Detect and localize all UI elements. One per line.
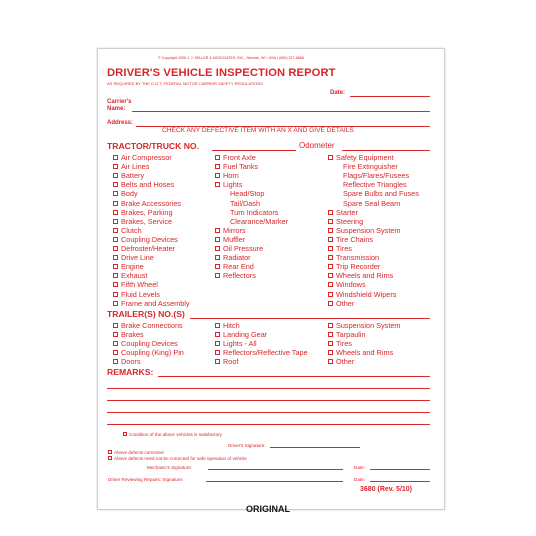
checkbox[interactable] xyxy=(328,210,333,215)
trailer-number-line[interactable] xyxy=(190,318,430,319)
inspection-item-other[interactable] xyxy=(328,300,354,307)
inspection-item-clearance-marker xyxy=(230,218,288,225)
defects-not-needed[interactable] xyxy=(108,456,247,461)
date-label: Date: xyxy=(330,90,346,96)
item-label: Spare Bulbs and Fuses xyxy=(343,189,419,199)
checkbox[interactable] xyxy=(215,264,220,269)
item-label: Coupling Devices xyxy=(121,234,178,244)
item-label: Fifth Wheel xyxy=(121,280,158,290)
checkbox[interactable] xyxy=(328,323,333,328)
remarks-line-2[interactable] xyxy=(107,388,430,389)
checkbox[interactable] xyxy=(215,228,220,233)
inspection-item-spare-bulbs-and-fuses xyxy=(343,190,419,197)
item-label: Clutch xyxy=(121,225,142,235)
mechanic-date-label: Date: xyxy=(354,465,365,470)
inspection-item-exhaust[interactable] xyxy=(113,272,147,279)
item-label: Spare Seal Beam xyxy=(343,198,401,208)
defects-not-needed-checkbox[interactable] xyxy=(108,456,112,460)
inspection-item-trip-recorder[interactable] xyxy=(328,263,380,270)
checkbox[interactable] xyxy=(113,359,118,364)
form-title: DRIVER'S VEHICLE INSPECTION REPORT xyxy=(107,67,336,79)
item-label: Reflective Triangles xyxy=(343,180,407,190)
checkbox[interactable] xyxy=(113,301,118,306)
checkbox[interactable] xyxy=(328,292,333,297)
inspection-item-hitch[interactable] xyxy=(215,322,240,329)
inspection-item-oil-pressure[interactable] xyxy=(215,245,263,252)
checkbox[interactable] xyxy=(328,255,333,260)
item-label: Muffler xyxy=(223,234,246,244)
inspection-item-tires[interactable] xyxy=(328,245,352,252)
inspection-item-doors[interactable] xyxy=(113,358,140,365)
item-label: Windows xyxy=(336,280,366,290)
item-label: Wheels and Rims xyxy=(336,271,394,281)
inspection-item-coupling-king-pin[interactable] xyxy=(113,349,184,356)
inspection-item-roof[interactable] xyxy=(215,358,238,365)
item-label: Defroster/Heater xyxy=(121,244,175,253)
tractor-number-line[interactable] xyxy=(212,150,296,151)
item-label: Coupling Devices xyxy=(121,339,178,349)
item-label: Drive Line xyxy=(121,253,154,263)
item-label: Flags/Flares/Fusees xyxy=(343,171,410,181)
item-label: Suspension System xyxy=(336,225,401,235)
item-label: Tarpaulin xyxy=(336,330,366,340)
item-label: Reflectors xyxy=(223,271,256,281)
checkbox[interactable] xyxy=(113,237,118,242)
form-subtitle: AS REQUIRED BY THE D.O.T. FEDERAL MOTOR CARRIER SAFETY REGULATIONS xyxy=(107,81,263,86)
item-label: Mirrors xyxy=(223,225,246,235)
checkbox[interactable] xyxy=(113,201,118,206)
checkbox[interactable] xyxy=(113,332,118,337)
checkbox[interactable] xyxy=(328,219,333,224)
condition-satisfactory[interactable] xyxy=(123,432,222,437)
checkbox[interactable] xyxy=(215,255,220,260)
defects-corrected[interactable] xyxy=(108,450,164,455)
checkbox[interactable] xyxy=(113,323,118,328)
inspection-item-safety-equipment[interactable] xyxy=(328,154,394,161)
checkbox[interactable] xyxy=(215,164,220,169)
item-label: Tail/Dash xyxy=(230,198,261,208)
checkbox[interactable] xyxy=(215,332,220,337)
condition-label: Condition of the above vehicles is satisfactory xyxy=(129,432,222,437)
checkbox[interactable] xyxy=(113,350,118,355)
mechanic-date-line[interactable] xyxy=(370,469,430,470)
defects-not-needed-label: Above defects need not be corrected for safe operation of vehicle xyxy=(114,456,247,461)
checkbox[interactable] xyxy=(215,323,220,328)
item-label: Coupling (King) Pin xyxy=(121,348,184,358)
reviewing-date-line[interactable] xyxy=(370,481,430,482)
item-label: Fluid Levels xyxy=(121,289,160,299)
item-label: Lights - All xyxy=(223,339,257,349)
checkbox[interactable] xyxy=(215,273,220,278)
checkbox[interactable] xyxy=(113,210,118,215)
inspection-item-suspension-system[interactable] xyxy=(328,322,401,329)
checkbox[interactable] xyxy=(113,273,118,278)
driver-signature-line[interactable] xyxy=(270,447,360,448)
item-label: Clearance/Marker xyxy=(230,216,288,226)
remarks-line-5[interactable] xyxy=(107,424,430,425)
inspection-item-clutch[interactable] xyxy=(113,227,142,234)
inspection-item-coupling-devices[interactable] xyxy=(113,236,178,243)
inspection-item-engine[interactable] xyxy=(113,263,144,270)
inspection-item-tire-chains[interactable] xyxy=(328,236,373,243)
inspection-item-front-axle[interactable] xyxy=(215,154,256,161)
item-label: Landing Gear xyxy=(223,330,268,340)
mechanic-signature-label: Mechanic's Signature: xyxy=(147,465,193,470)
item-label: Roof xyxy=(223,357,239,367)
inspection-item-reflective-triangles xyxy=(343,181,407,188)
trailer-heading: TRAILER(S) NO.(S) xyxy=(107,309,185,319)
inspection-item-transmission[interactable] xyxy=(328,254,379,261)
inspection-item-drive-line[interactable] xyxy=(113,254,154,261)
item-label: Other xyxy=(336,357,355,367)
inspection-item-rear-end[interactable] xyxy=(215,263,254,270)
item-label: Radiator xyxy=(223,253,251,263)
inspection-item-wheels-and-rims[interactable] xyxy=(328,349,393,356)
odometer-line[interactable] xyxy=(342,150,430,151)
checkbox[interactable] xyxy=(328,228,333,233)
item-label: Reflectors/Reflective Tape xyxy=(223,348,308,358)
checkbox[interactable] xyxy=(113,341,118,346)
item-label: Head/Stop xyxy=(230,189,265,199)
item-label: Brakes, Parking xyxy=(121,207,173,217)
item-label: Body xyxy=(121,189,138,199)
checkbox[interactable] xyxy=(328,155,333,160)
checkbox[interactable] xyxy=(328,264,333,269)
checkbox[interactable] xyxy=(113,282,118,287)
inspection-item-steering[interactable] xyxy=(328,218,363,225)
item-label: Lights xyxy=(223,180,243,190)
checkbox[interactable] xyxy=(113,219,118,224)
item-label: Brakes xyxy=(121,330,144,340)
checkbox[interactable] xyxy=(328,341,333,346)
inspection-item-head-stop xyxy=(230,190,264,197)
checkbox[interactable] xyxy=(215,246,220,251)
checkbox[interactable] xyxy=(113,228,118,233)
inspection-item-radiator[interactable] xyxy=(215,254,251,261)
address-label: Address: xyxy=(107,120,134,126)
checkbox[interactable] xyxy=(215,341,220,346)
inspection-item-muffler[interactable] xyxy=(215,236,245,243)
checkbox[interactable] xyxy=(328,359,333,364)
checkbox[interactable] xyxy=(328,332,333,337)
checkbox[interactable] xyxy=(215,173,220,178)
inspection-item-air-compressor[interactable] xyxy=(113,154,172,161)
inspection-item-landing-gear[interactable] xyxy=(215,331,267,338)
copyright-line: © Copyright 2006 J. J. KELLER & ASSOCIATES, INC., Neenah, WI • USA • (800) 327-6868 xyxy=(158,56,304,60)
checkbox[interactable] xyxy=(113,182,118,187)
checkbox[interactable] xyxy=(113,264,118,269)
original-caption: ORIGINAL xyxy=(246,504,290,514)
carrier-line[interactable] xyxy=(132,111,430,112)
inspection-item-body[interactable] xyxy=(113,190,138,197)
checkbox[interactable] xyxy=(215,350,220,355)
inspection-item-flags-flares-fusees xyxy=(343,172,409,179)
inspection-item-battery[interactable] xyxy=(113,172,144,179)
inspection-item-turn-indicators xyxy=(230,209,278,216)
inspection-item-brake-connections[interactable] xyxy=(113,322,183,329)
checkbox[interactable] xyxy=(328,237,333,242)
odometer-label: Odometer xyxy=(299,141,335,150)
inspection-item-fuel-tanks[interactable] xyxy=(215,163,258,170)
inspection-item-coupling-devices[interactable] xyxy=(113,340,178,347)
inspection-item-other[interactable] xyxy=(328,358,354,365)
item-label: Starter xyxy=(336,207,358,217)
inspection-item-brakes-service[interactable] xyxy=(113,218,172,225)
item-label: Doors xyxy=(121,357,141,367)
checkbox[interactable] xyxy=(328,301,333,306)
inspection-item-lights[interactable] xyxy=(215,181,242,188)
checkbox[interactable] xyxy=(215,182,220,187)
item-label: Transmission xyxy=(336,253,380,263)
item-label: Air Lines xyxy=(121,162,150,172)
inspection-item-air-lines[interactable] xyxy=(113,163,149,170)
checkbox[interactable] xyxy=(328,246,333,251)
mechanic-signature-line[interactable] xyxy=(208,469,343,470)
item-label: Belts and Hoses xyxy=(121,180,175,190)
defects-corrected-label: Above defects corrected xyxy=(114,450,164,455)
inspection-item-reflectors-reflective-tape[interactable] xyxy=(215,349,308,356)
inspection-item-reflectors[interactable] xyxy=(215,272,256,279)
remarks-line-3[interactable] xyxy=(107,400,430,401)
checkbox[interactable] xyxy=(113,292,118,297)
item-label: Fire Extinguisher xyxy=(343,162,398,172)
date-line[interactable] xyxy=(350,96,430,97)
inspection-item-fifth-wheel[interactable] xyxy=(113,281,158,288)
item-label: Brakes, Service xyxy=(121,216,173,226)
item-label: Steering xyxy=(336,216,364,226)
item-label: Fuel Tanks xyxy=(223,162,259,172)
inspection-item-defroster-heater[interactable] xyxy=(113,245,175,252)
inspection-item-spare-seal-beam xyxy=(343,200,400,207)
item-label: Wheels and Rims xyxy=(336,348,394,358)
checkbox[interactable] xyxy=(113,246,118,251)
item-label: Rear End xyxy=(223,262,254,272)
item-label: Oil Pressure xyxy=(223,244,264,253)
inspection-item-windshield-wipers[interactable] xyxy=(328,291,396,298)
inspection-item-tires[interactable] xyxy=(328,340,352,347)
instruction-text: CHECK ANY DEFECTIVE ITEM WITH AN X AND GIVE DETAILS xyxy=(162,127,354,134)
inspection-item-lights-all[interactable] xyxy=(215,340,257,347)
condition-checkbox[interactable] xyxy=(123,432,127,436)
defects-corrected-checkbox[interactable] xyxy=(108,450,112,454)
checkbox[interactable] xyxy=(215,155,220,160)
inspection-item-tail-dash xyxy=(230,200,260,207)
checkbox[interactable] xyxy=(215,359,220,364)
item-label: Tires xyxy=(336,339,352,349)
remarks-line-4[interactable] xyxy=(107,412,430,413)
item-label: Hitch xyxy=(223,321,240,330)
checkbox[interactable] xyxy=(215,237,220,242)
checkbox[interactable] xyxy=(113,255,118,260)
inspection-item-fire-extinguisher xyxy=(343,163,398,170)
item-label: Air Compressor xyxy=(121,153,172,162)
inspection-item-horn[interactable] xyxy=(215,172,239,179)
item-label: Tire Chains xyxy=(336,234,374,244)
remarks-heading: REMARKS: xyxy=(107,367,154,377)
item-label: Trip Recorder xyxy=(336,262,381,272)
driver-reviewing-label: Driver Reviewing Repairs: Signature: xyxy=(108,477,184,482)
item-label: Suspension System xyxy=(336,321,401,330)
item-label: Front Axle xyxy=(223,153,256,162)
driver-signature-label: Driver's Signature: xyxy=(228,443,266,448)
item-label: Frame and Assembly xyxy=(121,298,190,308)
item-label: Battery xyxy=(121,171,145,181)
checkbox[interactable] xyxy=(113,155,118,160)
item-label: Tires xyxy=(336,244,352,253)
inspection-item-mirrors[interactable] xyxy=(215,227,246,234)
checkbox[interactable] xyxy=(113,191,118,196)
inspection-item-tarpaulin[interactable] xyxy=(328,331,366,338)
item-label: Engine xyxy=(121,262,144,272)
inspection-item-starter[interactable] xyxy=(328,209,358,216)
item-label: Brake Accessories xyxy=(121,198,182,208)
item-label: Brake Connections xyxy=(121,321,183,330)
inspection-item-brakes[interactable] xyxy=(113,331,144,338)
driver-reviewing-line[interactable] xyxy=(206,481,343,482)
tractor-heading: TRACTOR/TRUCK NO. xyxy=(107,141,199,151)
item-label: Horn xyxy=(223,171,239,181)
checkbox[interactable] xyxy=(113,164,118,169)
item-label: Exhaust xyxy=(121,271,148,281)
inspection-item-brakes-parking[interactable] xyxy=(113,209,173,216)
carrier-label: Carrier's Name: xyxy=(107,99,132,112)
reviewing-date-label: Date: xyxy=(354,477,365,482)
inspection-item-fluid-levels[interactable] xyxy=(113,291,160,298)
inspection-item-belts-and-hoses[interactable] xyxy=(113,181,174,188)
inspection-item-brake-accessories[interactable] xyxy=(113,200,181,207)
inspection-item-suspension-system[interactable] xyxy=(328,227,401,234)
inspection-item-windows[interactable] xyxy=(328,281,366,288)
checkbox[interactable] xyxy=(328,282,333,287)
item-label: Other xyxy=(336,298,355,308)
form-number: 3680 (Rev. 5/10) xyxy=(360,486,413,493)
checkbox[interactable] xyxy=(328,273,333,278)
checkbox[interactable] xyxy=(113,173,118,178)
inspection-item-wheels-and-rims[interactable] xyxy=(328,272,393,279)
item-label: Safety Equipment xyxy=(336,153,394,162)
inspection-item-frame-and-assembly[interactable] xyxy=(113,300,190,307)
checkbox[interactable] xyxy=(328,350,333,355)
remarks-line-1[interactable] xyxy=(158,376,430,377)
item-label: Windshield Wipers xyxy=(336,289,397,299)
item-label: Turn Indicators xyxy=(230,207,279,217)
